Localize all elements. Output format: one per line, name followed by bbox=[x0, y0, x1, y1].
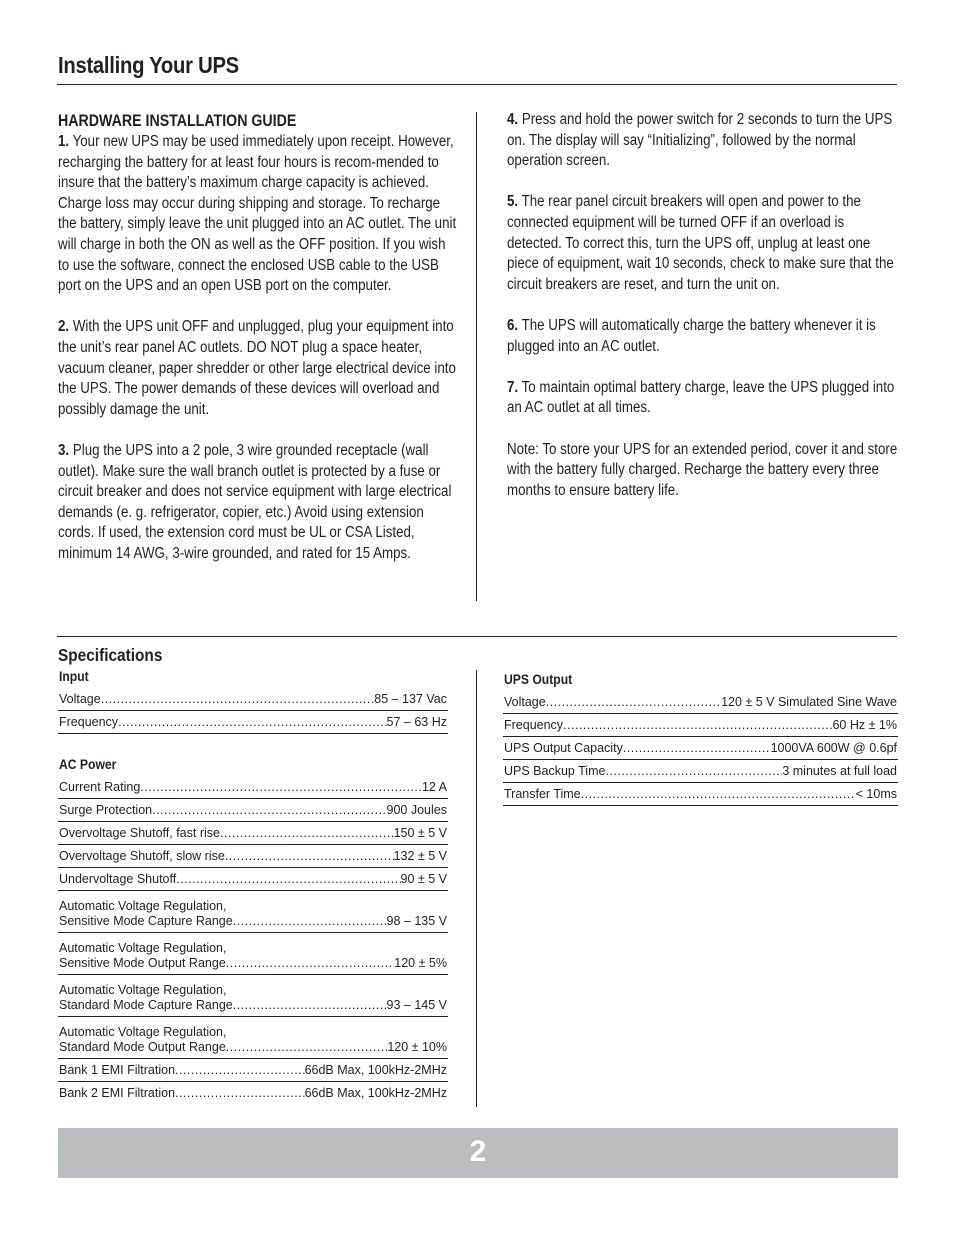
ups-output-heading: UPS Output bbox=[504, 672, 573, 687]
ac-power-table bbox=[58, 776, 448, 1104]
specs-title: Specifications bbox=[58, 645, 163, 665]
spec-value: 150 ± 5 V bbox=[393, 826, 447, 840]
input-heading: Input bbox=[59, 669, 89, 684]
spec-row bbox=[58, 891, 448, 933]
spec-row bbox=[58, 688, 448, 711]
spec-row bbox=[503, 783, 898, 806]
footer-bar bbox=[58, 1128, 898, 1178]
guide-column-left bbox=[58, 110, 458, 585]
spec-label: Surge Protection bbox=[59, 803, 153, 817]
spec-value: 57 – 63 Hz bbox=[386, 715, 447, 729]
spec-row bbox=[58, 1059, 448, 1082]
leader-dots bbox=[233, 998, 387, 1013]
guide-step-7 bbox=[507, 378, 902, 419]
spec-label: Voltage bbox=[59, 692, 101, 706]
spec-label: Bank 2 EMI Filtration bbox=[59, 1086, 176, 1100]
spec-value: 120 ± 5% bbox=[394, 956, 447, 970]
leader-dots bbox=[220, 826, 394, 841]
guide-step-4 bbox=[507, 110, 902, 172]
page-title: Installing Your UPS bbox=[58, 52, 239, 78]
guide-step-5 bbox=[507, 192, 902, 295]
guide-step-1 bbox=[58, 132, 458, 297]
spec-label-line-1: Automatic Voltage Regulation, bbox=[59, 983, 227, 997]
spec-label-line-1: Automatic Voltage Regulation, bbox=[59, 899, 227, 913]
spec-value: 12 A bbox=[421, 780, 447, 794]
spec-value: 93 – 145 V bbox=[386, 998, 447, 1012]
spec-row bbox=[503, 714, 898, 737]
spec-label: UPS Backup Time bbox=[504, 764, 606, 778]
step-number: 1. bbox=[58, 133, 70, 150]
spec-label: Undervoltage Shutoff bbox=[59, 872, 177, 886]
leader-dots bbox=[226, 1040, 388, 1055]
spec-value: 3 minutes at full load bbox=[782, 764, 897, 778]
spec-value: 90 ± 5 V bbox=[400, 872, 447, 886]
ac-power-heading: AC Power bbox=[59, 757, 117, 772]
step-text: To maintain optimal battery charge, leave the UPS plugged into an AC outlet at all times. bbox=[507, 378, 895, 417]
leader-dots bbox=[233, 914, 387, 929]
step-text: Plug the UPS into a 2 pole, 3 wire grounded receptacle (wall outlet). Make sure the wall branch outlet is protected by a fuse or circuit breaker and does not service equipment with large electrical demands (e. g. refrigerator, copier, etc.) Avoid using extension cords. If used, the extension cord must be UL or CSA Listed, minimum 14 AWG, 3-wire grounded, and rated for 15 Amps. bbox=[58, 441, 452, 562]
guide-step-6 bbox=[507, 316, 902, 357]
leader-dots bbox=[581, 787, 856, 802]
spec-row bbox=[58, 1017, 448, 1059]
spec-row bbox=[503, 760, 898, 783]
title-rule bbox=[57, 84, 897, 85]
spec-value: 85 – 137 Vac bbox=[374, 692, 447, 706]
step-number: 7. bbox=[507, 378, 519, 396]
leader-dots bbox=[546, 695, 721, 710]
spec-value: 60 Hz ± 1% bbox=[832, 718, 897, 732]
step-number: 3. bbox=[58, 441, 70, 459]
guide-step-3 bbox=[58, 441, 458, 565]
spec-row bbox=[503, 691, 898, 714]
spec-row bbox=[58, 868, 448, 891]
step-text: The UPS will automatically charge the battery whenever it is plugged into an AC outlet. bbox=[507, 316, 876, 355]
step-number: 2. bbox=[58, 318, 70, 336]
storage-note: Note: To store your UPS for an extended period, cover it and store with the battery fully charged. Recharge the battery every three months to ensure battery life. bbox=[507, 440, 898, 499]
leader-dots bbox=[176, 872, 400, 887]
spec-value: 132 ± 5 V bbox=[393, 849, 447, 863]
step-text: With the UPS unit OFF and unplugged, plug your equipment into the unit’s rear panel AC outlets. DO NOT plug a space heater, vacuum cleaner, paper shredder or other large electrical device into the UPS. The power demands of these devices will overload and possibly damage the unit. bbox=[58, 318, 456, 418]
spec-value: 98 – 135 V bbox=[386, 914, 447, 928]
step-text: The rear panel circuit breakers will open and power to the connected equipment will be turned OFF if an overload is detected. To correct this, turn the UPS off, unplug at least one piece of equipment, wait 10 seconds, check to make sure that the circuit breakers are reset, and turn the unit on. bbox=[507, 193, 894, 293]
page-number: 2 bbox=[469, 1135, 487, 1168]
step-text: Your new UPS may be used immediately upon receipt. However, recharging the battery for at least four hours is recom-mended to insure that the battery’s maximum charge capacity is achieved. Charge loss may occur during shipping and storage. To recharge the battery, simply leave the unit plugged into an AC outlet. The unit will charge in both the ON as well as the OFF position. If you wish to use the software, connect the enclosed USB cable to the USB port on the UPS and an open USB port on the computer. bbox=[58, 133, 457, 295]
spec-value: 66dB Max, 100kHz-2MHz bbox=[304, 1063, 447, 1077]
spec-label: Frequency bbox=[59, 715, 119, 729]
spec-label: Overvoltage Shutoff, fast rise bbox=[59, 826, 220, 840]
spec-label: Sensitive Mode Capture Range bbox=[59, 914, 233, 928]
leader-dots bbox=[563, 718, 832, 733]
spec-label: Transfer Time bbox=[504, 787, 581, 801]
leader-dots bbox=[225, 849, 394, 864]
leader-dots bbox=[175, 1086, 305, 1101]
leader-dots bbox=[140, 780, 422, 795]
spec-label: UPS Output Capacity bbox=[504, 741, 623, 755]
leader-dots bbox=[118, 715, 386, 730]
leader-dots bbox=[152, 803, 386, 818]
spec-label-line-1: Automatic Voltage Regulation, bbox=[59, 941, 227, 955]
spec-label: Standard Mode Capture Range bbox=[59, 998, 233, 1012]
guide-step-2 bbox=[58, 317, 458, 420]
leader-dots bbox=[101, 692, 375, 707]
specs-column-divider bbox=[476, 670, 477, 1107]
step-number: 6. bbox=[507, 316, 519, 334]
spec-label: Bank 1 EMI Filtration bbox=[59, 1063, 176, 1077]
spec-row bbox=[58, 711, 448, 734]
step-number: 5. bbox=[507, 193, 519, 211]
leader-dots bbox=[226, 956, 394, 971]
spec-value: 66dB Max, 100kHz-2MHz bbox=[304, 1086, 447, 1100]
guide-heading: HARDWARE INSTALLATION GUIDE bbox=[58, 112, 297, 130]
spec-row bbox=[58, 776, 448, 799]
spec-value: 120 ± 10% bbox=[387, 1040, 447, 1054]
spec-row bbox=[58, 822, 448, 845]
spec-row bbox=[503, 737, 898, 760]
spec-row bbox=[58, 933, 448, 975]
spec-value: 120 ± 5 V Simulated Sine Wave bbox=[721, 695, 897, 709]
column-divider bbox=[476, 112, 477, 601]
step-text: Press and hold the power switch for 2 seconds to turn the UPS on. The display will say “Initializing”, followed by the normal operation screen. bbox=[507, 111, 893, 170]
spec-row bbox=[58, 845, 448, 868]
leader-dots bbox=[605, 764, 782, 779]
spec-row bbox=[58, 1082, 448, 1104]
spec-value: 900 Joules bbox=[386, 803, 447, 817]
leader-dots bbox=[623, 741, 771, 756]
spec-value: < 10ms bbox=[855, 787, 897, 801]
spec-row bbox=[58, 799, 448, 822]
spec-label-line-1: Automatic Voltage Regulation, bbox=[59, 1025, 227, 1039]
specs-rule bbox=[57, 636, 897, 637]
input-table bbox=[58, 688, 448, 734]
leader-dots bbox=[175, 1063, 305, 1078]
step-number: 4. bbox=[507, 111, 519, 128]
spec-row bbox=[58, 975, 448, 1017]
spec-value: 1000VA 600W @ 0.6pf bbox=[770, 741, 897, 755]
ups-output-table bbox=[503, 691, 898, 806]
spec-label: Sensitive Mode Output Range bbox=[59, 956, 226, 970]
spec-label: Frequency bbox=[504, 718, 564, 732]
spec-label: Overvoltage Shutoff, slow rise bbox=[59, 849, 225, 863]
spec-label: Current Rating bbox=[59, 780, 141, 794]
spec-label: Standard Mode Output Range bbox=[59, 1040, 226, 1054]
guide-column-right bbox=[507, 110, 902, 522]
spec-label: Voltage bbox=[504, 695, 546, 709]
